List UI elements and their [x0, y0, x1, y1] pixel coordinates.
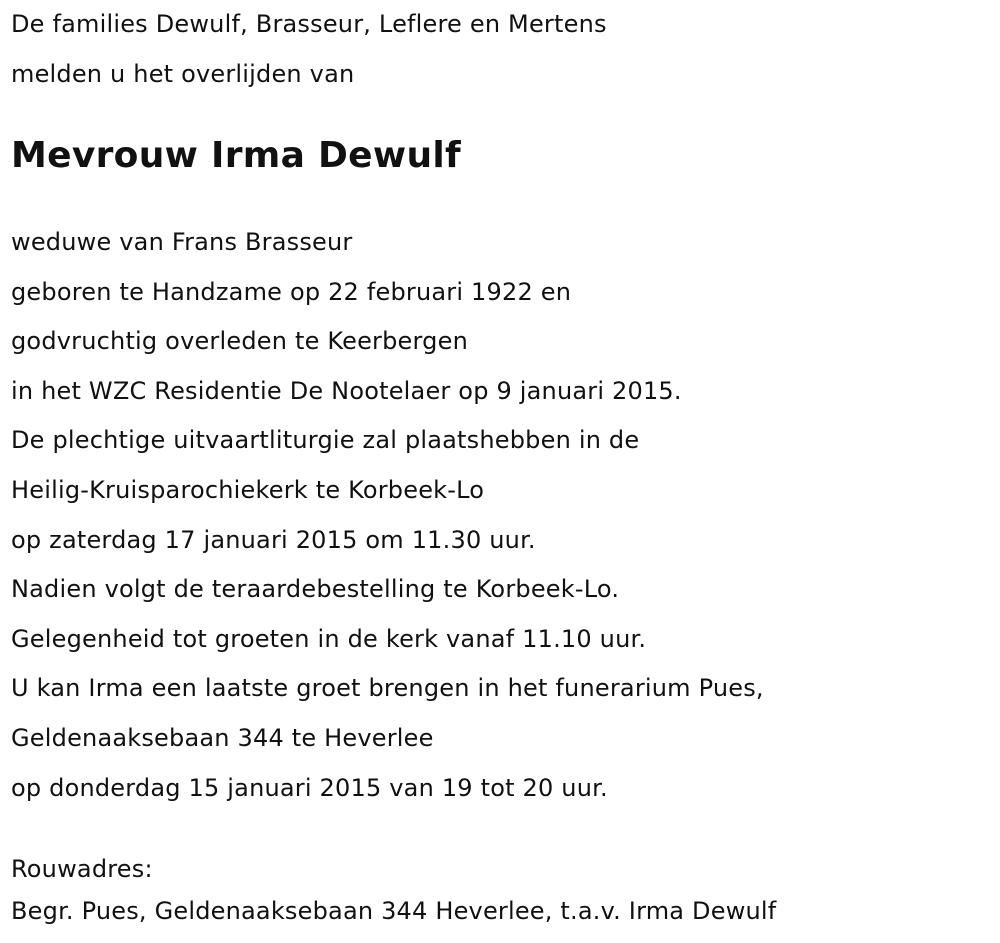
- intro-line-announcement: melden u het overlijden van: [11, 59, 355, 88]
- detail-church: Heilig-Kruisparochiekerk te Korbeek-Lo: [11, 475, 485, 504]
- detail-funeral-intro: De plechtige uitvaartliturgie zal plaatshebben in de: [11, 426, 640, 455]
- rouwadres-value: Begr. Pues, Geldenaaksebaan 344 Heverlee, t.a.v. Irma Dewulf: [11, 897, 777, 925]
- detail-funeral-date: op zaterdag 17 januari 2015 om 11.30 uur.: [11, 525, 536, 554]
- detail-death-date: in het WZC Residentie De Nootelaer op 9 januari 2015.: [11, 376, 682, 405]
- deceased-name: Mevrouw Irma Dewulf: [11, 135, 461, 176]
- intro-block: [11, 0, 607, 99]
- intro-line-families: De families Dewulf, Brasseur, Leflere en Mertens: [11, 10, 607, 38]
- details-block: [11, 218, 764, 813]
- detail-birth: geboren te Handzame op 22 februari 1922 en: [11, 277, 572, 306]
- detail-condolences: Gelegenheid tot groeten in de kerk vanaf 11.10 uur.: [11, 624, 647, 653]
- detail-funeral-home: U kan Irma een laatste groet brengen in het funerarium Pues,: [11, 674, 764, 703]
- detail-widow-of: weduwe van Frans Brasseur: [11, 228, 353, 256]
- detail-visitation-date: op donderdag 15 januari 2015 van 19 tot 20 uur.: [11, 773, 608, 802]
- detail-funeral-home-address: Geldenaaksebaan 344 te Heverlee: [11, 723, 434, 752]
- rouwadres-block: [11, 848, 776, 932]
- detail-death-place: godvruchtig overleden te Keerbergen: [11, 327, 468, 356]
- detail-burial: Nadien volgt de teraardebestelling te Korbeek-Lo.: [11, 575, 620, 604]
- rouwadres-label: Rouwadres:: [11, 855, 153, 883]
